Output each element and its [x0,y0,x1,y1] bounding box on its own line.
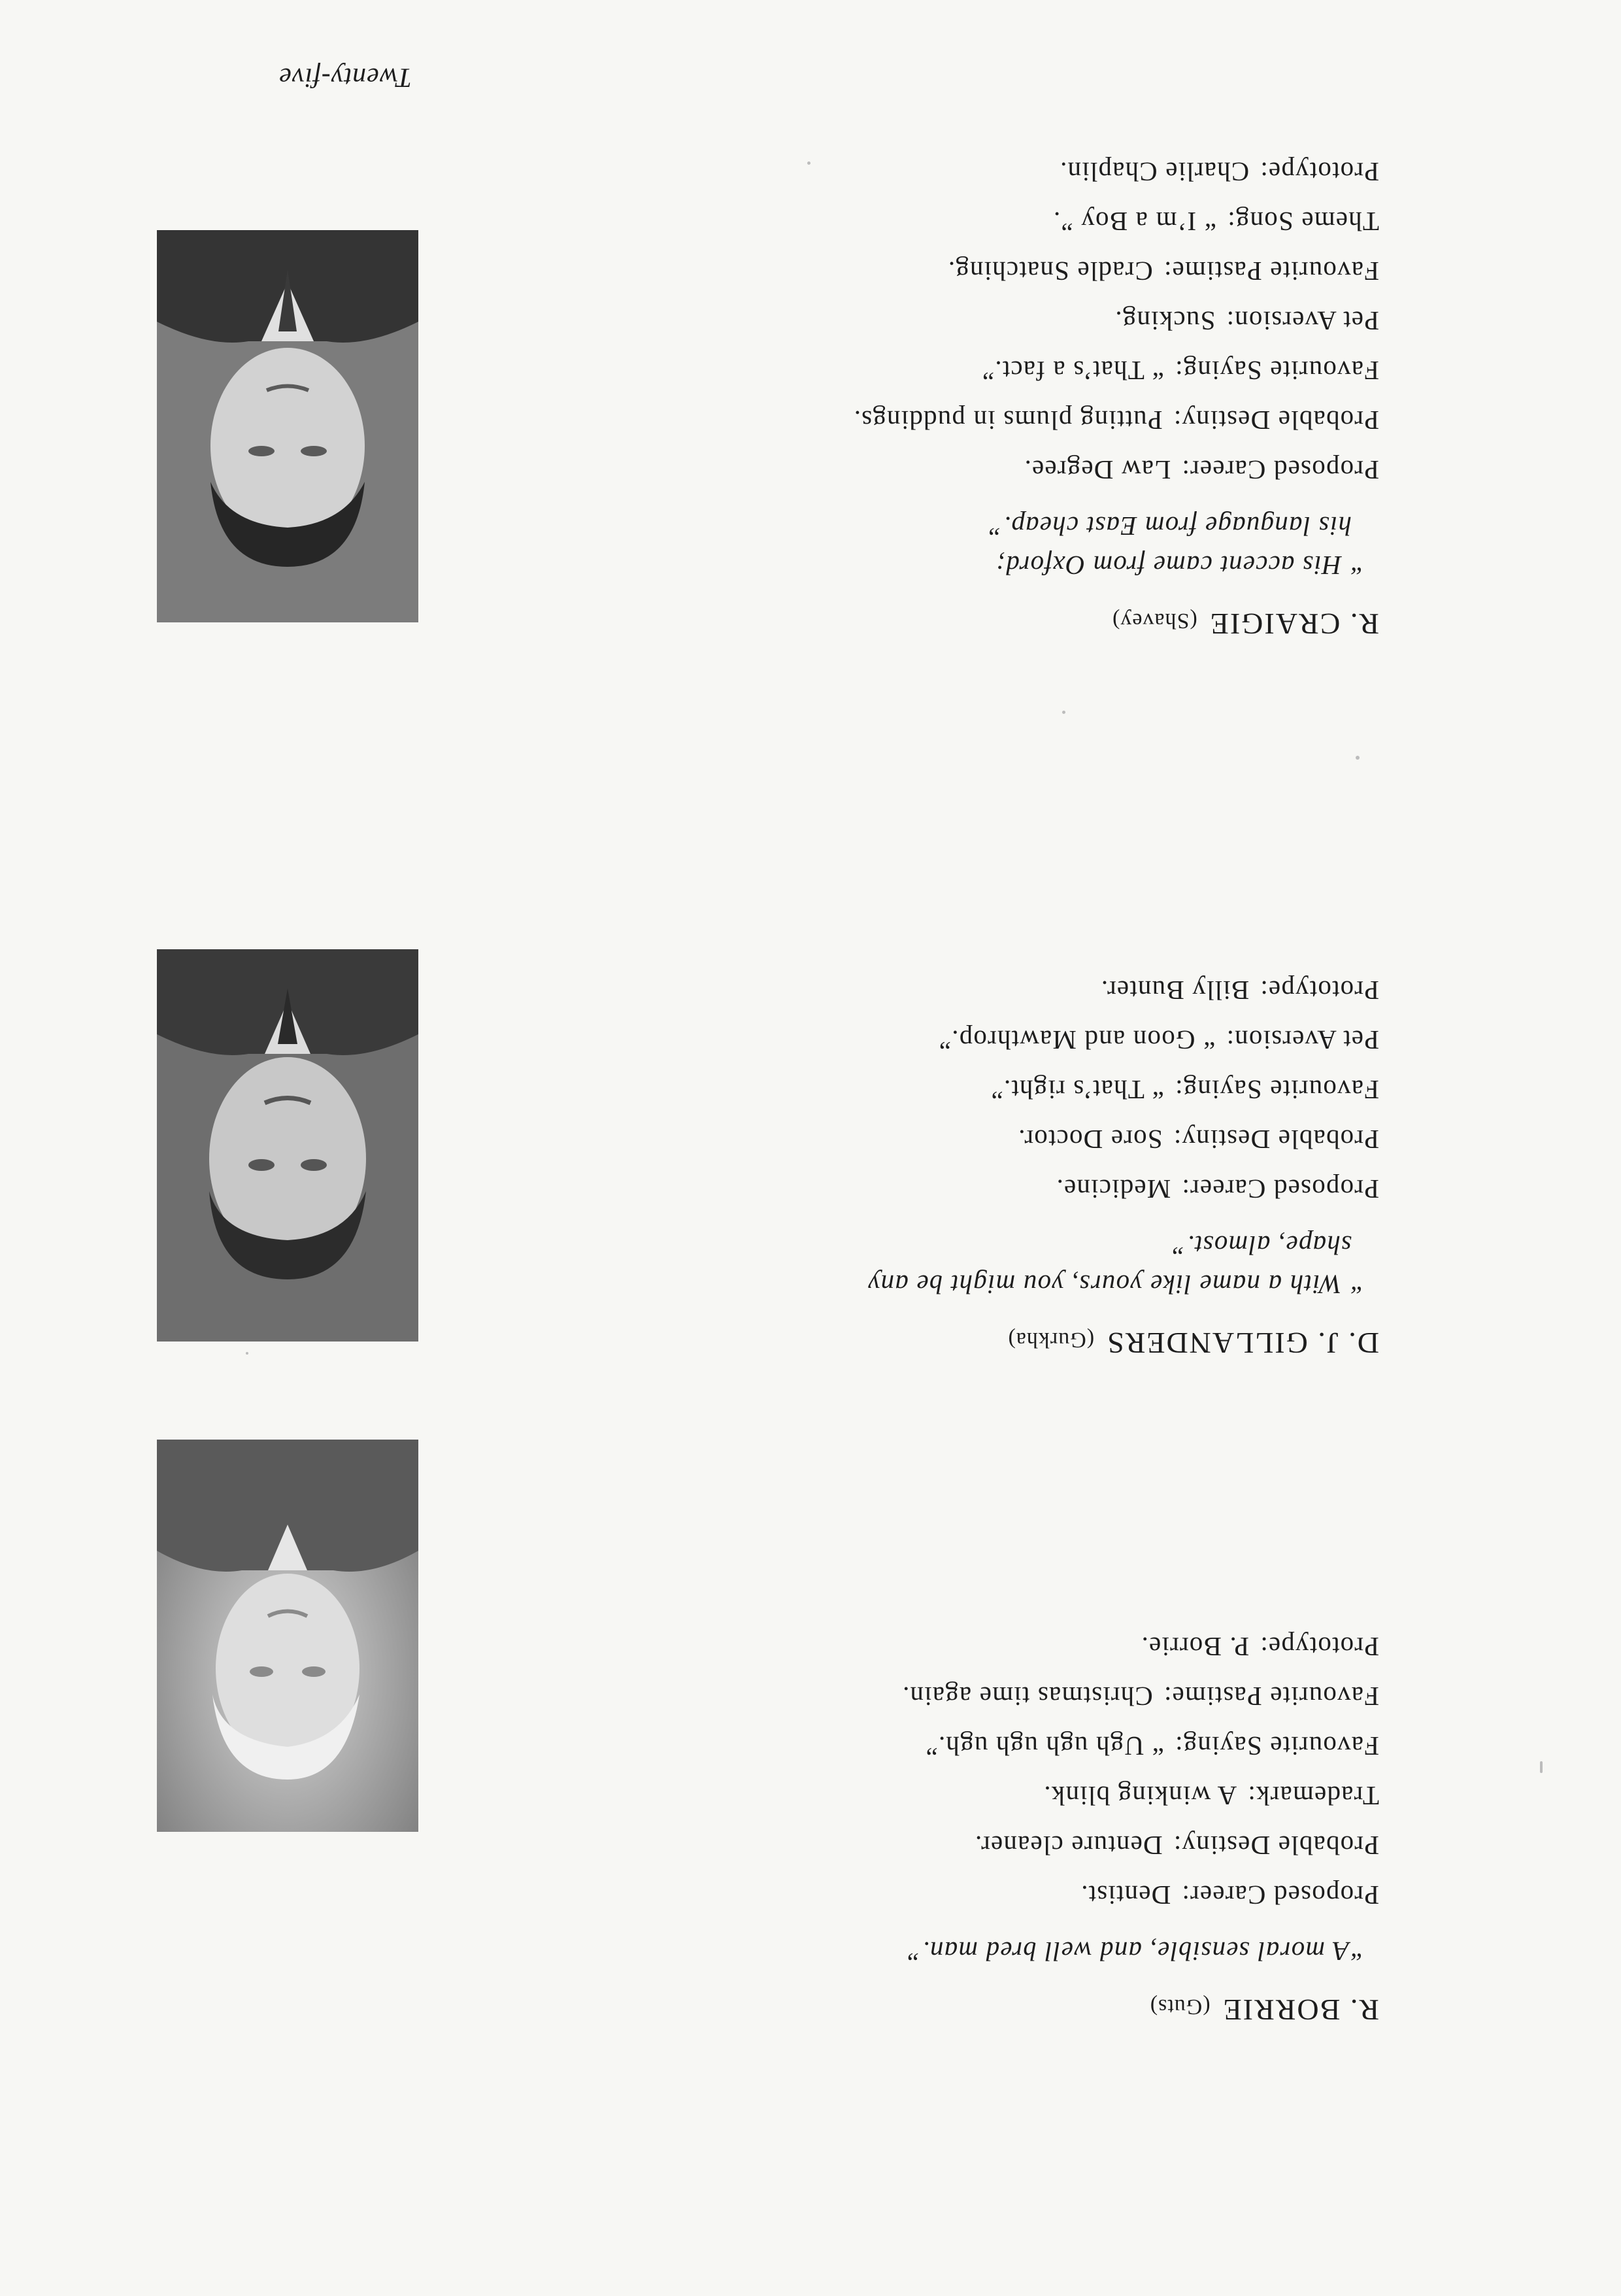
field-theme-song: Theme Song:“ I’m a Boy ”. [1052,207,1379,237]
field-proposed-career: Proposed Career:Medicine. [1056,1174,1379,1204]
field-prototype: Prototype:P. Borrie. [1141,1632,1379,1662]
student-nickname: (Gurkha) [1007,1328,1095,1352]
student-name: R. CRAIGIE(Shavey) [1112,607,1379,641]
page-number: Twenty-five [278,62,412,92]
field-probable-destiny: Probable Destiny:Denture cleaner. [974,1831,1379,1861]
field-favourite-pastime: Favourite Pastime:Cradle Snatching. [947,256,1379,286]
field-proposed-career: Proposed Career:Dentist. [1080,1880,1379,1910]
profile-quote: “ With a name like yours, you might be any shape, almost.” [867,1230,1365,1300]
field-trademark: Trademark:A winking blink. [1043,1781,1379,1811]
field-probable-destiny: Probable Destiny:Putting plums in puddings. [853,405,1379,435]
field-prototype: Prototype:Billy Bunter. [1100,975,1379,1005]
field-probable-destiny: Probable Destiny:Sore Doctor. [1018,1124,1379,1155]
field-favourite-pastime: Favourite Pastime:Christmas time again. [901,1681,1379,1712]
field-favourite-saying: Favourite Saying:“ Ugh ugh ugh ugh.” [925,1731,1379,1761]
student-nickname: (Shavey) [1112,609,1197,633]
student-name: D. J. GILLANDERS(Gurkha) [1007,1326,1379,1360]
field-pet-aversion: Pet Aversion:Sucking. [1114,306,1379,336]
profile-text-borrie [346,1622,1379,2034]
field-favourite-saying: Favourite Saying:“ That’s a fact.” [981,356,1379,386]
profile-quote: “A moral sensible, and well bred man.” [906,1936,1365,1967]
field-favourite-saying: Favourite Saying:“ That’s right.” [990,1075,1379,1105]
profile-text-gillanders [346,966,1379,1368]
student-nickname: (Guts) [1149,1995,1211,2019]
field-proposed-career: Proposed Career:Law Degree. [1024,455,1379,485]
scan-speck [1356,756,1360,760]
field-pet-aversion: Pet Aversion:“ Goon and Mawthrop.” [938,1025,1379,1055]
student-name: R. BORRIE(Guts) [1149,1993,1379,2027]
profile-text-craigie [346,147,1379,649]
scan-speck [1062,711,1065,714]
scan-speck [1540,1761,1543,1773]
scan-speck [246,1352,248,1355]
scan-speck [807,161,811,165]
profile-quote: “ His accent came from Oxford; his language from East cheap.” [987,511,1365,581]
field-prototype: Prototype:Charlie Chaplin. [1059,157,1379,187]
